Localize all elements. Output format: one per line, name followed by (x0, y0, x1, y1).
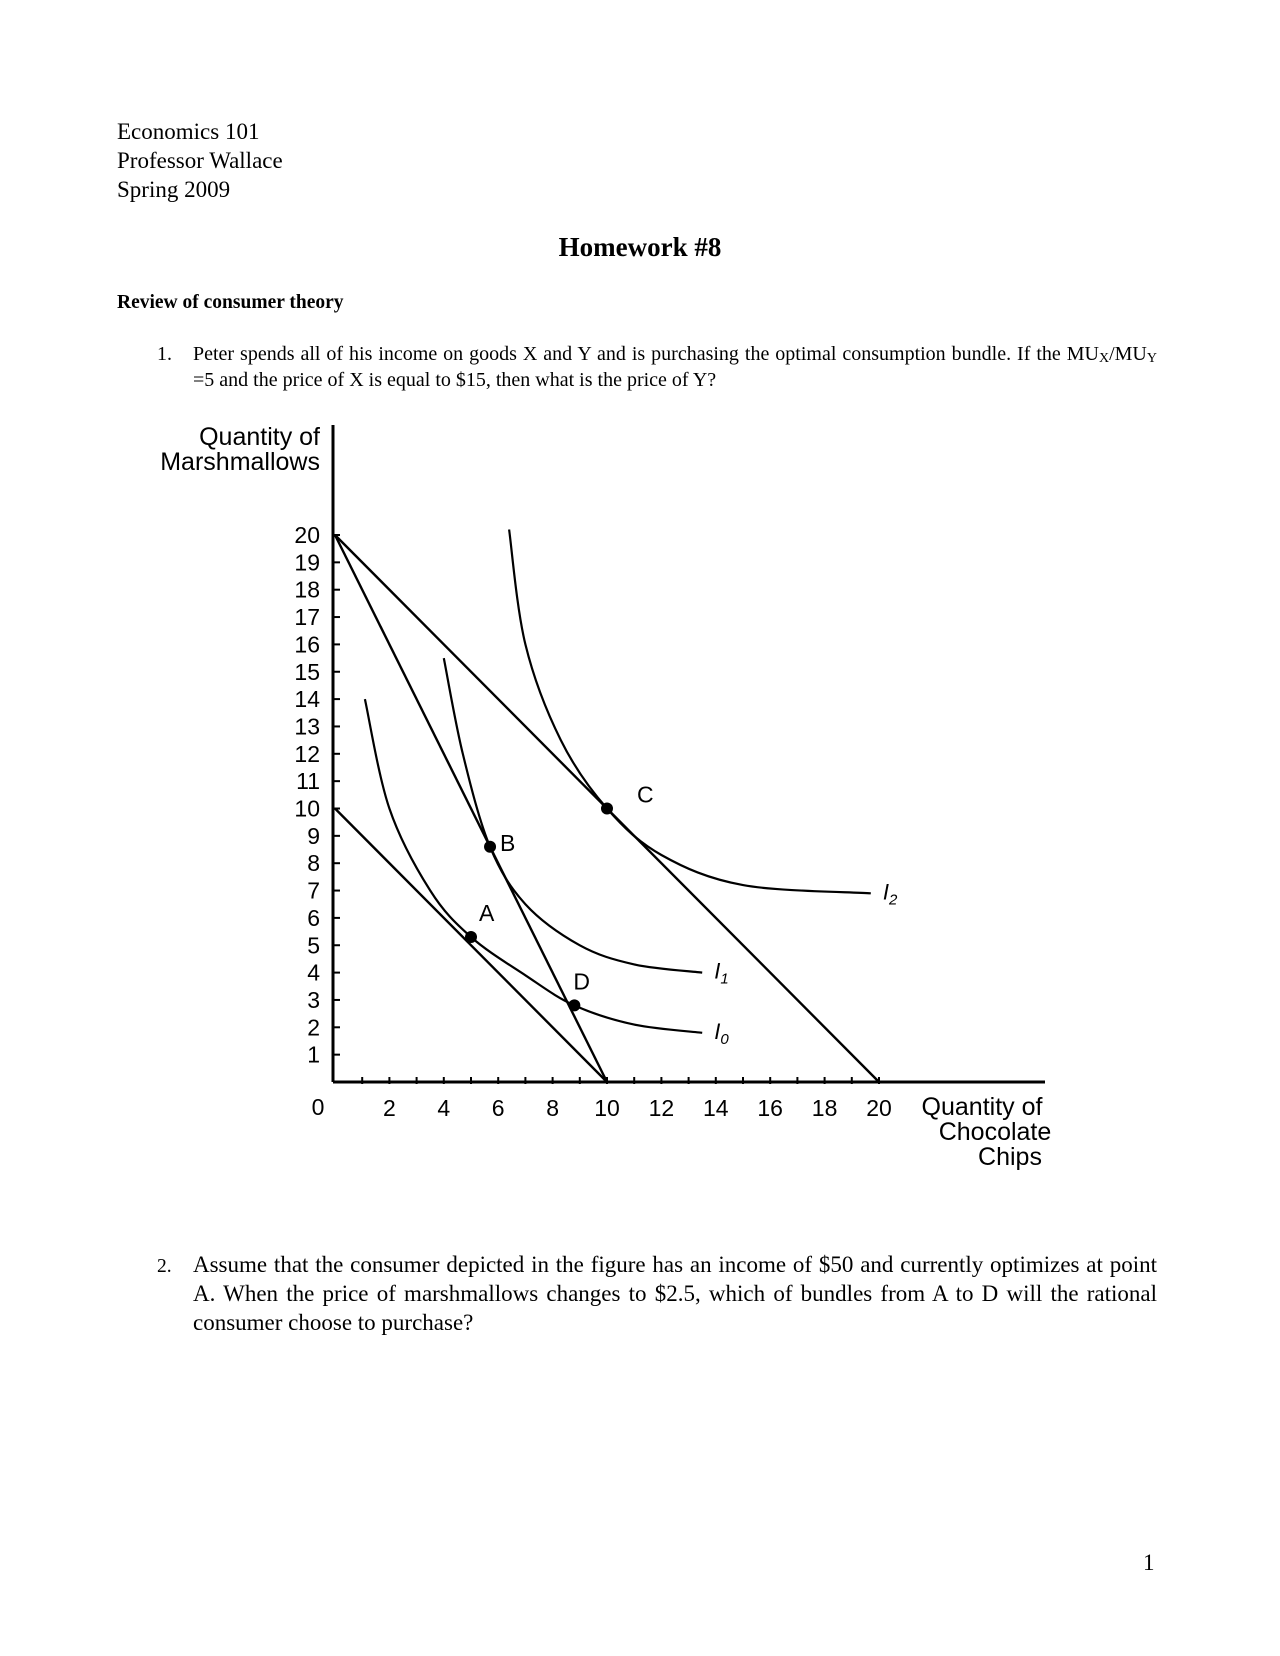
curve-label-I0: $I_0$ (714, 1018, 729, 1048)
y-tick-label-9: 9 (307, 822, 320, 849)
curve-label-I2: $I_2$ (882, 879, 898, 909)
y-tick-label-2: 2 (307, 1014, 320, 1041)
x-tick-label-18: 18 (811, 1095, 838, 1121)
y-tick-label-3: 3 (307, 986, 320, 1013)
point-label-C: C (637, 781, 654, 808)
point-B (484, 841, 496, 853)
q1-text-part2: /MU (1109, 343, 1147, 365)
curve-label-I1: $I_1$ (714, 958, 729, 988)
course-name: Economics 101 (117, 119, 260, 144)
question-1 (157, 341, 1157, 393)
indifference-curve-figure (150, 425, 1100, 1205)
point-label-B: B (500, 829, 516, 856)
indifference-curve-I0 (365, 699, 702, 1033)
course-header (117, 117, 283, 204)
y-tick-label-7: 7 (307, 877, 320, 904)
x-tick-label-4: 4 (437, 1095, 451, 1121)
y-tick-label-12: 12 (294, 740, 320, 767)
x-axis-title-line1: Quantity of (921, 1093, 1043, 1121)
y-tick-label-13: 13 (294, 713, 320, 740)
chart-svg (150, 425, 1100, 1205)
point-label-D: D (573, 968, 590, 995)
y-tick-label-11: 11 (296, 768, 320, 795)
bundle-points (465, 782, 654, 1012)
x-tick-label-12: 12 (648, 1095, 675, 1121)
indifference-curve-I2 (509, 530, 871, 894)
y-tick-label-1: 1 (307, 1041, 320, 1068)
y-tick-label-14: 14 (294, 686, 320, 713)
y-tick-label-19: 19 (294, 549, 320, 576)
y-axis-title-line1: Quantity of (199, 423, 320, 451)
y-tick-label-20: 20 (294, 522, 320, 548)
y-axis-title-line2: Marshmallows (160, 448, 320, 476)
point-C (601, 803, 613, 815)
x-tick-label-16: 16 (757, 1095, 783, 1121)
y-tick-label-5: 5 (307, 932, 320, 959)
q1-sub-y: Y (1146, 351, 1157, 366)
y-tick-label-4: 4 (307, 959, 320, 986)
x-tick-label-8: 8 (546, 1095, 559, 1121)
question-1-number: 1. (157, 343, 172, 365)
x-axis-title-line3: Chips (978, 1143, 1042, 1171)
x-tick-label-14: 14 (703, 1095, 729, 1121)
x-tick-label-2: 2 (383, 1095, 396, 1121)
point-A (465, 931, 477, 943)
y-tick-label-16: 16 (294, 631, 320, 658)
question-2-number: 2. (157, 1256, 172, 1277)
point-D (568, 999, 580, 1011)
section-heading: Review of consumer theory (117, 292, 344, 313)
budget-10-10-line (335, 809, 607, 1083)
page-number: 1 (1143, 1550, 1155, 1575)
term: Spring 2009 (117, 177, 231, 202)
y-tick-label-8: 8 (307, 850, 320, 877)
q1-sub-x: X (1098, 351, 1110, 366)
question-1-text (193, 341, 1157, 393)
x-tick-label-20: 20 (866, 1095, 892, 1121)
y-tick-label-17: 17 (294, 604, 320, 631)
q1-text-part1: Peter spends all of his income on goods X and Y and is purchasing the optimal consumption bundle. If the MU (193, 343, 1099, 365)
q1-text-part3: =5 and the price of X is equal to $15, then what is the price of Y? (193, 369, 717, 391)
x-tick-label-10: 10 (594, 1095, 620, 1121)
indifference-curves (365, 530, 898, 1048)
question-2-text: Assume that the consumer depicted in the figure has an income of $50 and currently optimizes at point A. When the price of marshmallows changes to $2.5, which of bundles from A to D will the rational consumer choose to purchase? (193, 1252, 1157, 1335)
budget-20-10-line (335, 535, 607, 1082)
page-title: Homework #8 (558, 232, 722, 262)
origin-label: 0 (311, 1094, 325, 1120)
y-tick-label-15: 15 (294, 658, 320, 685)
professor-name: Professor Wallace (117, 148, 283, 173)
question-2 (157, 1250, 1157, 1337)
x-tick-label-6: 6 (491, 1095, 505, 1121)
y-tick-label-18: 18 (294, 576, 320, 603)
axis-ticks (294, 522, 891, 1121)
y-tick-label-10: 10 (294, 795, 320, 822)
point-label-A: A (479, 900, 495, 927)
y-tick-label-6: 6 (307, 904, 320, 931)
x-axis-title-line2: Chocolate (938, 1118, 1052, 1146)
